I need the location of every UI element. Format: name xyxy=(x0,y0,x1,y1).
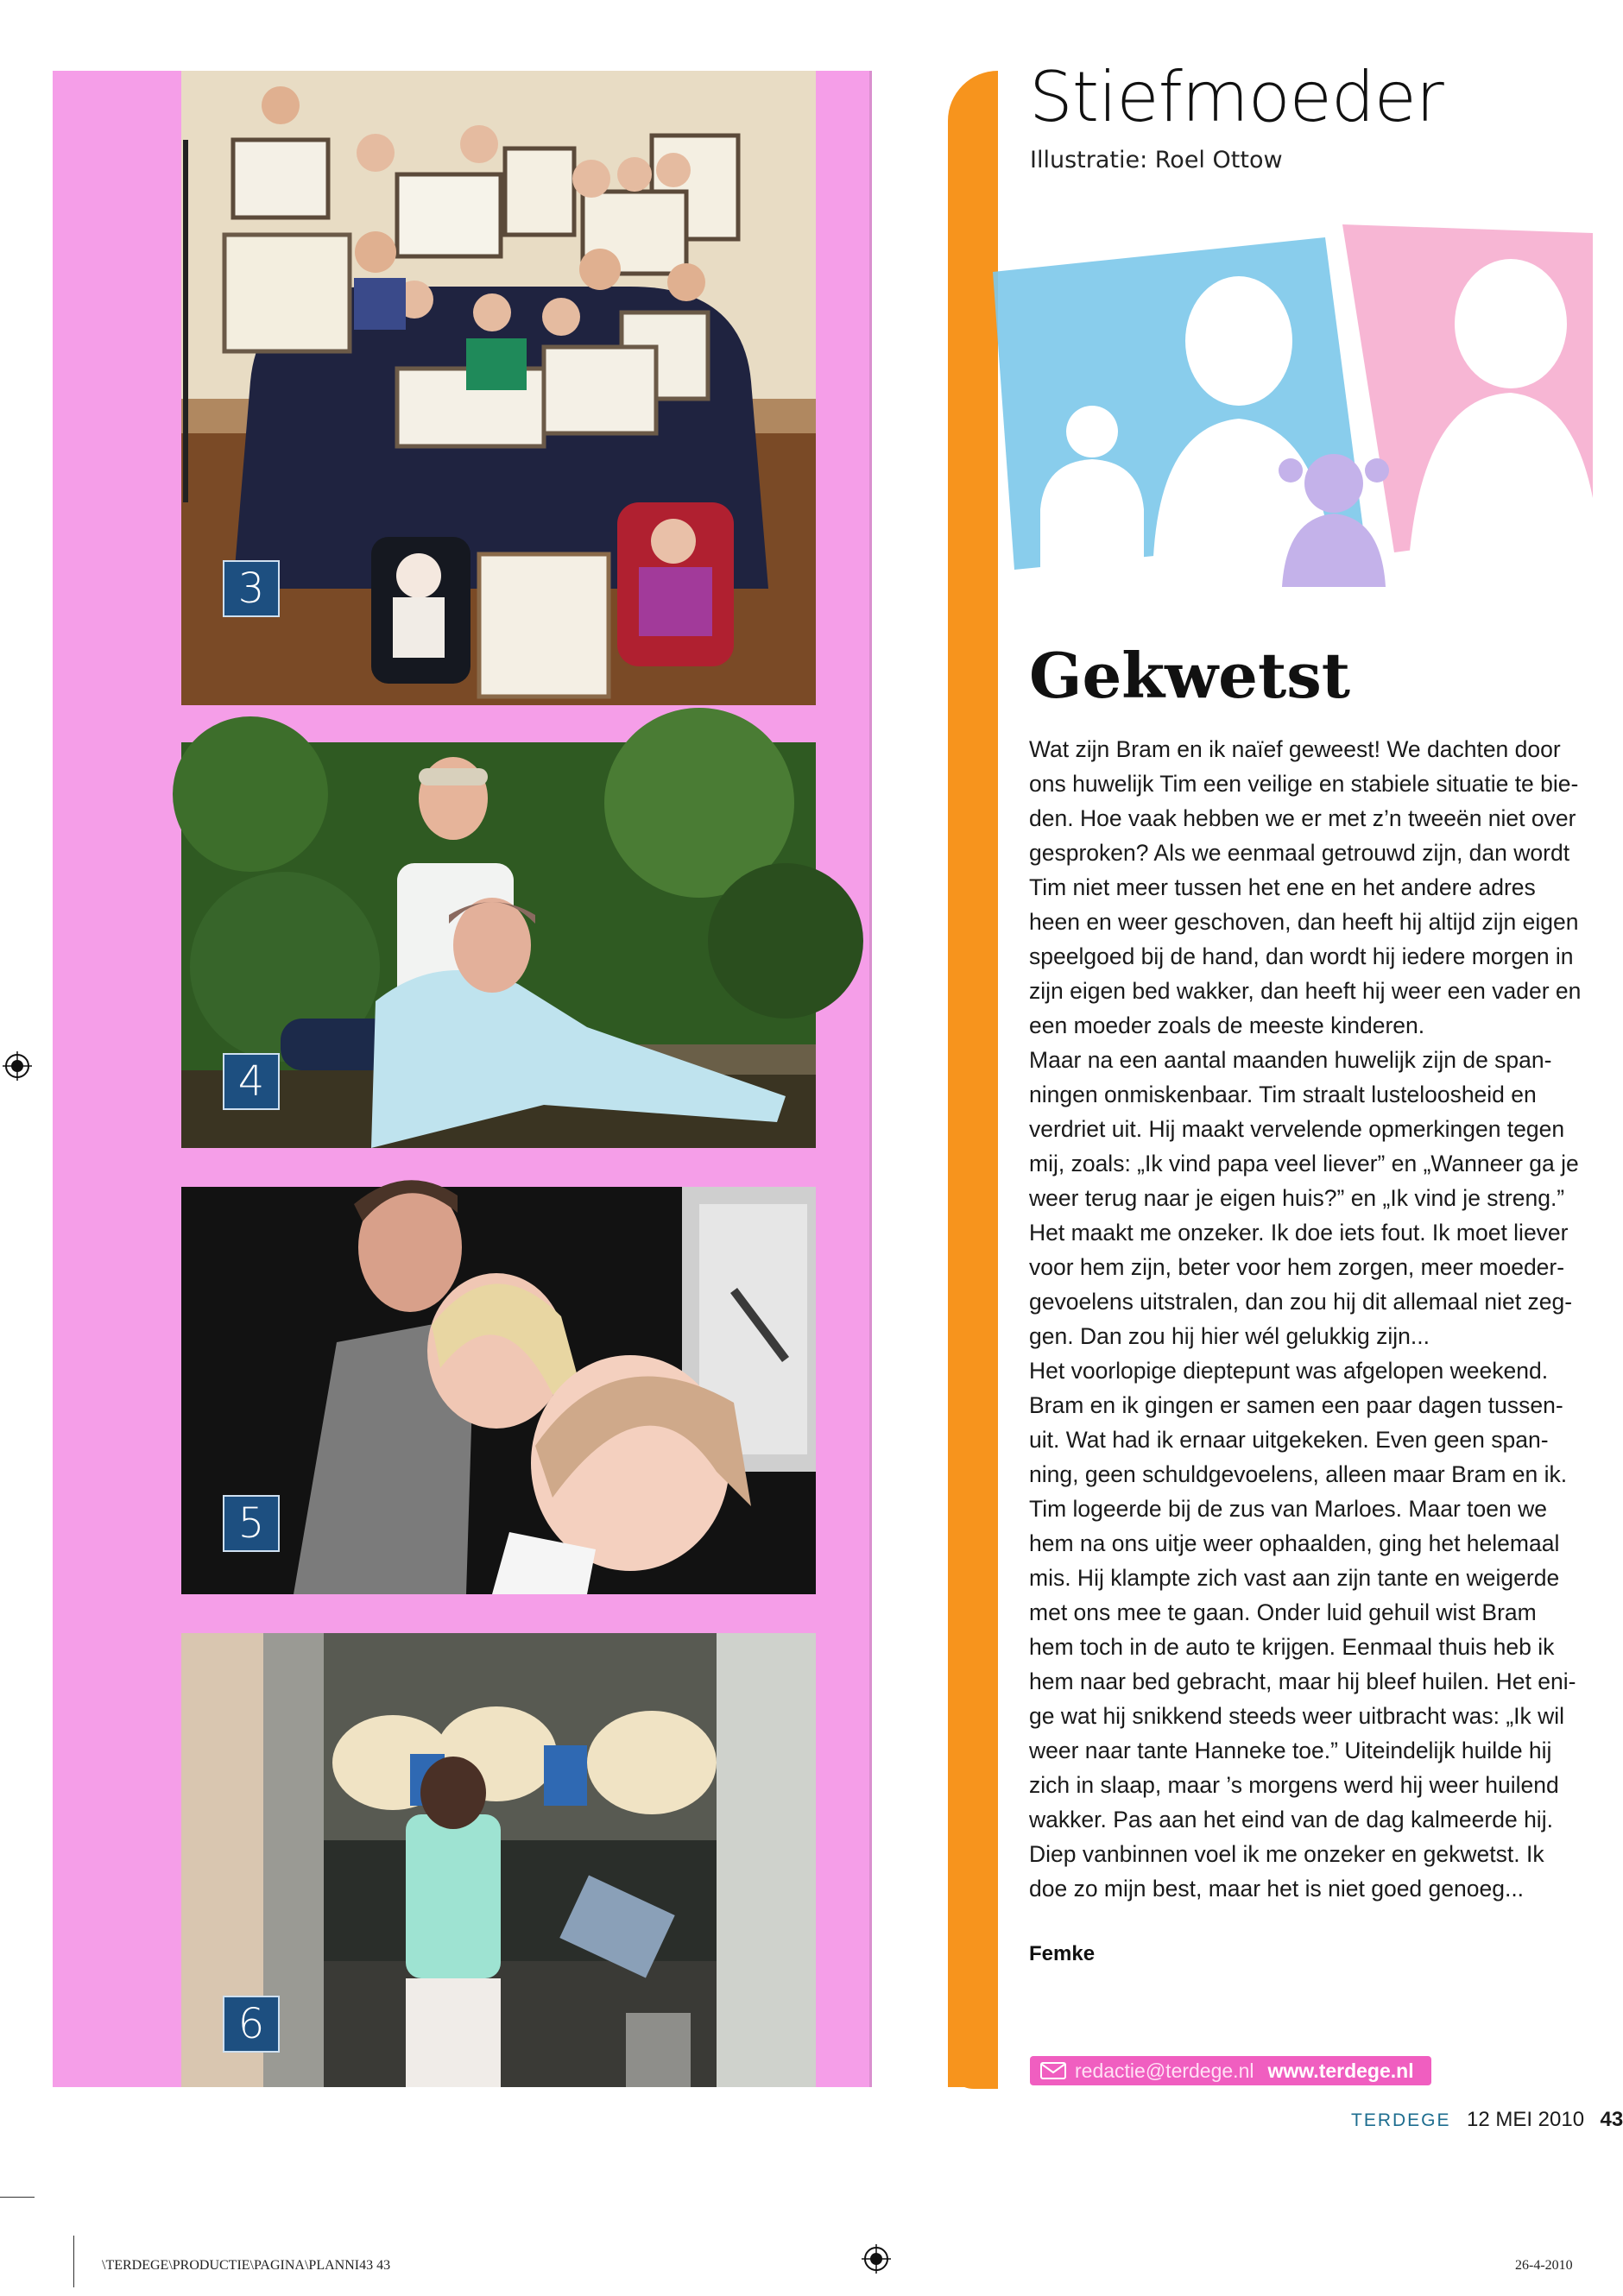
article-heading: Gekwetst xyxy=(1029,639,1351,712)
photo-number-badge: 6 xyxy=(223,1996,280,2053)
column-title: Stiefmoeder xyxy=(1029,57,1443,137)
photo-strip-edge xyxy=(869,71,872,2087)
article-line: den. Hoe vaak hebben we er met z’n tweeën niet over xyxy=(1029,805,1576,831)
article-line: met ons mee te gaan. Onder luid gehuil wist Bram xyxy=(1029,1599,1537,1625)
photo-number-badge: 3 xyxy=(223,560,280,617)
page-number: 43 xyxy=(1600,2108,1623,2131)
article-line: voor hem zijn, beter voor hem zorgen, meer moeder- xyxy=(1029,1254,1565,1280)
registration-mark-icon xyxy=(3,1051,32,1081)
article-line: mis. Hij klampte zich vast aan zijn tante en weigerde xyxy=(1029,1565,1560,1591)
magazine-name: TERDEGE xyxy=(1351,2110,1451,2130)
article-line: heen en weer geschoven, dan heeft hij altijd zijn eigen xyxy=(1029,909,1579,935)
article-line: zijn eigen bed wakker, dan heeft hij weer een vader en xyxy=(1029,978,1582,1004)
registration-mark-icon xyxy=(862,2244,891,2274)
article-line: Wat zijn Bram en ik naïef geweest! We dachten door xyxy=(1029,736,1561,762)
crop-mark xyxy=(73,2236,74,2287)
crop-mark xyxy=(0,2197,35,2198)
article-line: ningen onmiskenbaar. Tim straalt lusteloosheid en xyxy=(1029,1082,1537,1107)
article-line: weer terug naar je eigen huis?” en „Ik vind je streng.” xyxy=(1029,1185,1565,1211)
photo-couple-outdoors xyxy=(181,742,816,1148)
photo-number-badge: 5 xyxy=(223,1495,280,1552)
article-line: gen. Dan zou hij hier wél gelukkig zijn... xyxy=(1029,1323,1430,1349)
photo-number-badge: 4 xyxy=(223,1053,280,1110)
article-line: doe zo mijn best, maar het is niet goed genoeg... xyxy=(1029,1876,1525,1902)
article-line: gevoelens uitstralen, dan zou hij dit allemaal niet zeg- xyxy=(1029,1289,1573,1315)
contact-email-link[interactable]: redactie@terdege.nl xyxy=(1075,2059,1254,2082)
slug-date: 26-4-2010 xyxy=(1515,2258,1573,2273)
article-line: Het maakt me onzeker. Ik doe iets fout. Ik moet liever xyxy=(1029,1220,1569,1246)
article-line: Diep vanbinnen voel ik me onzeker en gekwetst. Ik xyxy=(1029,1841,1544,1867)
article-line: speelgoed bij de hand, dan wordt hij iedere morgen in xyxy=(1029,943,1574,969)
article-line: een moeder zoals de meeste kinderen. xyxy=(1029,1012,1425,1038)
article-line: zich in slaap, maar ’s morgens werd hij weer huilend xyxy=(1029,1772,1559,1798)
photo-milking-parlour xyxy=(181,1633,816,2087)
article-line: Bram en ik gingen er samen een paar dagen tussen- xyxy=(1029,1392,1563,1418)
article-line: ons huwelijk Tim een veilige en stabiele situatie te bie- xyxy=(1029,771,1579,797)
article-line: verdriet uit. Hij maakt vervelende opmerkingen tegen xyxy=(1029,1116,1565,1142)
article-line: hem na ons uitje weer ophaalden, ging het helemaal xyxy=(1029,1530,1560,1556)
family-silhouette-illustration xyxy=(993,224,1593,587)
article-author: Femke xyxy=(1029,1942,1096,1965)
mail-icon xyxy=(1040,2062,1066,2079)
article-body xyxy=(1029,732,1599,1906)
contact-bar xyxy=(1030,2056,1431,2085)
article-line: Tim niet meer tussen het ene en het andere adres xyxy=(1029,874,1536,900)
article-line: hem toch in de auto te krijgen. Eenmaal thuis heb ik xyxy=(1029,1634,1555,1660)
photo-three-children xyxy=(181,1187,816,1594)
article-line: hem naar bed gebracht, maar hij bleef huilen. Het eni- xyxy=(1029,1668,1576,1694)
article-line: wakker. Pas aan het eind van de dag kalmeerde hij. xyxy=(1029,1807,1553,1832)
article-line: ge wat hij snikkend steeds weer uitbracht was: „Ik wil xyxy=(1029,1703,1565,1729)
article-line: ning, geen schuldgevoelens, alleen maar Bram en ik. xyxy=(1029,1461,1568,1487)
orange-accent-bar xyxy=(948,71,998,2087)
contact-website-link[interactable]: www.terdege.nl xyxy=(1267,2059,1414,2082)
article-line: mij, zoals: „Ik vind papa veel liever” en „Wanneer ga je xyxy=(1029,1151,1579,1176)
article-line: Tim logeerde bij de zus van Marloes. Maar toen we xyxy=(1029,1496,1547,1522)
issue-date: 12 MEI 2010 xyxy=(1466,2108,1585,2131)
photo-children-with-samplers xyxy=(181,71,816,705)
article-line: weer naar tante Hanneke toe.” Uiteindelijk huilde hij xyxy=(1029,1738,1552,1763)
article-line: gesproken? Als we eenmaal getrouwd zijn, dan wordt xyxy=(1029,840,1570,866)
page-folio xyxy=(1351,2108,1623,2132)
article-line: Maar na een aantal maanden huwelijk zijn de span- xyxy=(1029,1047,1552,1073)
illustration-credit: Illustratie: Roel Ottow xyxy=(1030,147,1283,173)
slug-file-path: \TERDEGE\PRODUCTIE\PAGINA\PLANNI43 43 xyxy=(102,2258,391,2273)
article-line: uit. Wat had ik ernaar uitgekeken. Even geen span- xyxy=(1029,1427,1549,1453)
article-line: Het voorlopige dieptepunt was afgelopen weekend. xyxy=(1029,1358,1549,1384)
